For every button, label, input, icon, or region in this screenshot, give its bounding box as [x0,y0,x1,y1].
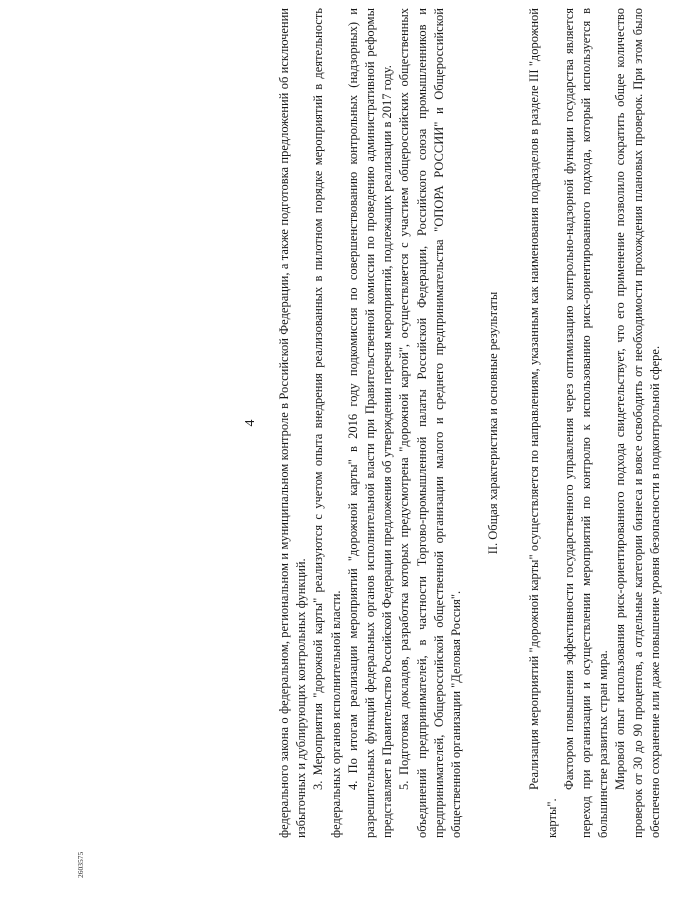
document-code: 2603575 [76,851,85,878]
paragraph-risk-approach: Фактором повышения эффективности государственного управления через оптимизацию контрольно-надзорной функции государства является переход при организации и осуществлении мероприятий по контролю к использованию риск-ориентированного подхода, который используется в большинстве развитых стран мира. [561,8,611,838]
section-heading: II. Общая характеристика и основные результаты [486,291,501,555]
page-number: 4 [243,419,258,427]
paragraph-implementation: Реализация мероприятий "дорожной карты" осуществляется по направлениям, указанным как наименования подразделов в разделе III "дорожной карты". [527,8,559,838]
paragraph-item-5: 5. Подготовка докладов, разработка которых предусмотрена "дорожной картой", осуществляется с участием общероссийских общественных объединений предпринимателей, в частности Торгово-промышленной палаты Российской Федерации, Российского союза промышленников и предпринимателей, Общероссийской общественной организации малого и среднего предпринимательства "ОПОРА РОССИИ" и Общероссийской общественной организации "Деловая Россия". [397,8,464,838]
rotated-page-content [242,8,682,838]
paragraph-world-experience: Мировой опыт использования риск-ориентированного подхода свидетельствует, что его применение позволило сократить общее количество проверок от 30 до 90 процентов, а отдельные категории бизнеса и вовсе освободить от необходимости прохождения плановых проверок. При этом было обеспечено сохранение или даже повышение уровня безопасности в подконтрольной сфере. [613,8,662,838]
paragraph-item-4: 4. По итогам реализации мероприятий "дорожной карты" в 2016 году подкомиссия по совершенствованию контрольных (надзорных) и разрешительных функций федеральных органов исполнительной власти при Правительственной комиссии по проведению административной реформы представляет в Правительство Российской Федерации предложения об утверждении перечня мероприятий, подлежащих реализации в 2017 году. [345,8,395,838]
paragraph-federal-law: федерального закона о федеральном, региональном и муниципальном контроле в Российской Федерации, а также подготовка предложений об исключении избыточных и дублирующих контрольных функций. [277,8,309,838]
paragraph-item-3: 3. Мероприятия "дорожной карты" реализуются с учетом опыта внедрения реализованных в пилотном порядке мероприятий в деятельность федеральных органов исполнительной власти. [311,8,343,838]
